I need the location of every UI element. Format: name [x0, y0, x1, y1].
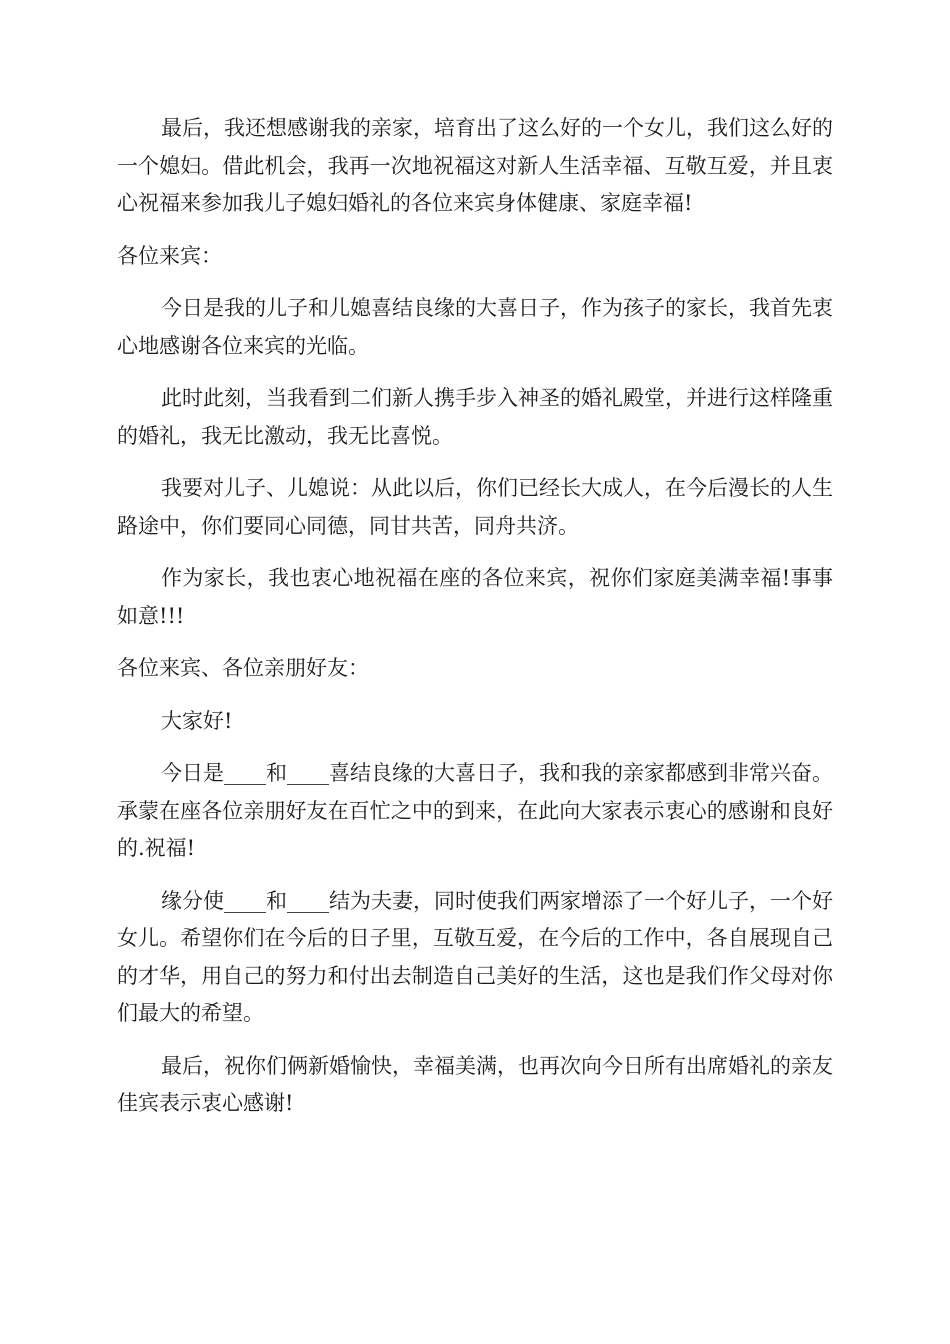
salutation-guests: 各位来宾：	[117, 243, 222, 268]
document-body	[117, 110, 833, 1138]
paragraph-blessing: 作为家长，我也衷心地祝福在座的各位来宾，祝你们家庭美满幸福!事事如意!!!	[117, 566, 833, 628]
paragraph-greeting: 大家好!	[161, 708, 233, 733]
paragraph-thanks-in-laws: 最后，我还想感谢我的亲家，培育出了这么好的一个女儿，我们这么好的一个媳妇。借此机会，我再一次地祝福这对新人生活幸福、互敬互爱，并且衷心祝福来参加我儿子媳妇婚礼的各位来宾身体健康、家庭幸福!	[117, 116, 833, 215]
paragraph-welcome: 今日是我的儿子和儿媳喜结良缘的大喜日子，作为孩子的家长，我首先衷心地感谢各位来宾的光临。	[117, 296, 833, 358]
paragraph-emotion: 此时此刻，当我看到二们新人携手步入神圣的婚礼殿堂，并进行这样隆重的婚礼，我无比激动，我无比喜悦。	[117, 386, 833, 448]
paragraph-closing: 最后，祝你们俩新婚愉快，幸福美满，也再次向今日所有出席婚礼的亲友佳宾表示衷心感谢!	[117, 1053, 833, 1115]
salutation-guests-friends: 各位来宾、各位亲朋好友：	[117, 656, 369, 680]
paragraph-wedding-day: 今日是____和____喜结良缘的大喜日子，我和我的亲家都感到非常兴奋。承蒙在座各位亲朋好友在百忙之中的到来，在此向大家表示衷心的感谢和良好的.祝福!	[117, 761, 833, 860]
paragraph-hopes: 缘分使____和____结为夫妻，同时使我们两家增添了一个好儿子，一个好女儿。希望你们在今后的日子里，互敬互爱，在今后的工作中，各自展现自己的才华，用自己的努力和付出去制造自己美好的生活，这也是我们作父母对你们最大的希望。	[117, 888, 833, 1025]
paragraph-advice: 我要对儿子、儿媳说：从此以后，你们已经长大成人，在今后漫长的人生路途中，你们要同心同德，同甘共苦，同舟共济。	[117, 476, 833, 538]
